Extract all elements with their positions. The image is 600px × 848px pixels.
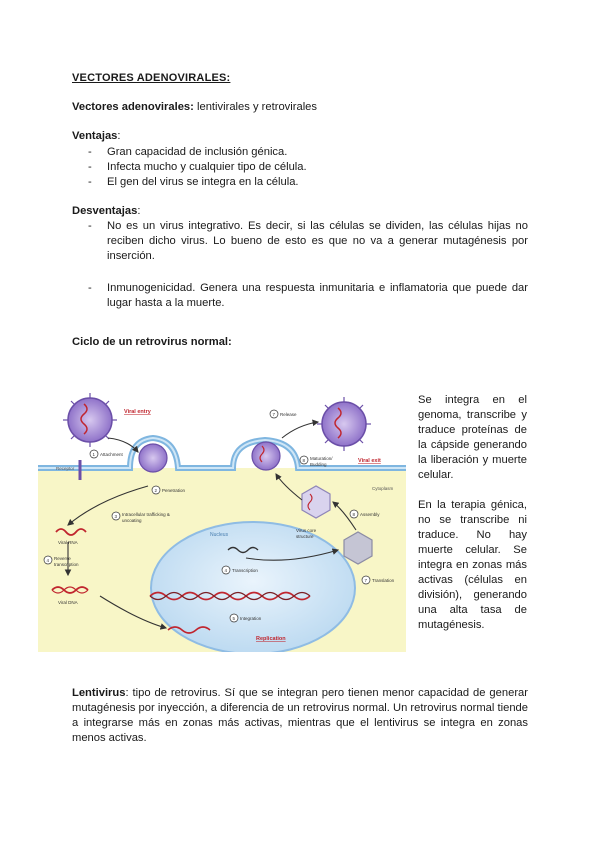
label-receptor: Receptor [56,466,75,471]
desventajas-colon: : [137,205,141,217]
label-viral-entry: Viral entry [124,409,151,415]
virus-particle-attached [139,444,167,472]
label-virus-core: Virus core [296,528,317,533]
virus-particle-budding [252,442,280,470]
label-step-penetration: Penetration [162,488,186,493]
step-number: 8 [352,512,356,517]
intro-label: Vectores adenovirales: [72,101,194,113]
label-step-translation: Translation [372,578,395,583]
label-viral-rna: Viral RNA [58,540,78,545]
step-number: 5 [232,616,236,621]
step-number: 2 [154,488,158,493]
desventajas-heading-label: Desventajas [72,205,138,217]
list-item: - No es un virus integrativo. Es decir, si las células se dividen, las células hijas no reciben dicho virus. Lo bueno de esto es que no va a generar mutagénesis por inserción. [88,219,528,264]
lentivirus-label: Lentivirus [72,687,126,699]
lentivirus-text: : tipo de retrovirus. Sí que se integran pero tienen menor capacidad de generar mutagénesis por inyección, a diferencia de un retrovirus normal. Un retrovirus normal tiende a integrarse más en zonas más activas, mientras que el lentivirus se integra en zonas menos activas. [72,687,528,744]
label-step-attachment: Attachment [100,452,123,457]
step-number: 1 [92,452,96,457]
lentivirus-paragraph [72,686,528,746]
label-cytoplasm: Cytoplasm [372,486,394,491]
step-number: 4 [224,568,228,573]
ventajas-colon: : [117,130,121,142]
ventajas-heading-label: Ventajas [72,130,118,142]
label-replication: Replication [256,636,286,642]
label-structure: structure [296,534,314,539]
label-viral-dna: Viral DNA [58,600,78,605]
label-step-budding: Budding [310,462,327,467]
label-step-transcription: Transcription [232,568,258,573]
retrovirus-cycle-diagram [38,390,406,652]
label-step-uncoating: uncoating [122,518,142,523]
side-note-2: En la terapia génica, no se transcribe ni traduce. No hay muerte celular. Se integra en zonas más activas (células en división), generando una alta tasa de mutagénesis. [418,499,527,631]
step-number: 8 [302,458,306,463]
label-viral-exit: Viral exit [358,458,381,464]
label-nucleus: Nucleus [210,532,229,538]
list-item: - El gen del virus se integra en la célula. [88,175,528,190]
virus-particle-entry [63,393,117,447]
desventajas-list [88,219,528,311]
intro-line [72,101,317,113]
step-number: 7 [272,412,276,417]
label-step-release: Release [280,412,297,417]
ventajas-list [88,145,528,190]
label-step-reverse: Reverse [54,556,71,561]
side-note-1: Se integra en el genoma, transcribe y traduce proteínas de la cápside generando la liberación y muerte celular. [418,394,527,481]
intro-text: lentivirales y retrovirales [193,101,317,113]
label-step-assembly: Assembly [360,512,380,517]
list-item: - Infecta mucho y cualquier tipo de célula. [88,160,528,175]
retrovirus-cycle-figure [38,390,406,652]
virus-particle-released [317,397,371,451]
side-notes [418,393,527,633]
label-step-maturation: Maturation/ [310,456,333,461]
step-number: 7 [364,578,368,583]
list-item: - Gran capacidad de inclusión génica. [88,145,528,160]
step-number: 4 [46,558,50,563]
label-step-integration: Integration [240,616,262,621]
label-step-trafficking: Intracellular trafficking & [122,512,170,517]
nucleus [151,522,355,652]
step-number: 3 [114,514,118,519]
ventajas-heading [72,130,121,142]
label-step-reverse-2: transcription [54,562,79,567]
ciclo-heading: Ciclo de un retrovirus normal: [72,336,232,348]
desventajas-heading [72,205,140,217]
document-title: VECTORES ADENOVIRALES: [72,72,231,84]
list-item: - Inmunogenicidad. Genera una respuesta inmunitaria e inflamatoria que puede dar lugar hasta a la muerte. [88,281,528,311]
